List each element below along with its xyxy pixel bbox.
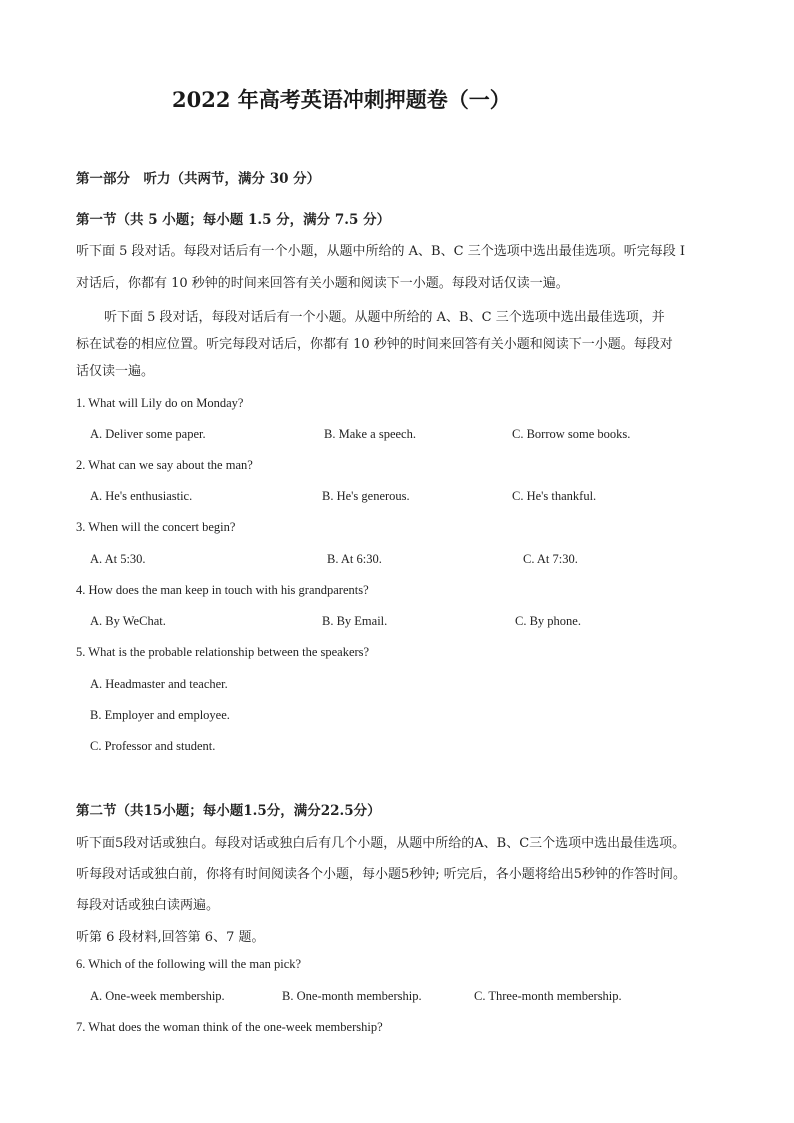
section1-instruction-line: 听下面 5 段对话。每段对话后有一个小题，从题中所给的 A、B、C 三个选项中选出最佳选项。听完每段 I: [76, 244, 685, 259]
section1-paragraph-line: 话仅读一遍。: [76, 364, 155, 379]
option-c: C. Professor and student.: [90, 739, 216, 753]
section1-paragraph-line: 标在试卷的相应位置。听完每段对话后，你都有 10 秒钟的时间来回答有关小题和阅读下一小题。每段对: [76, 337, 673, 352]
option-c: C. At 7:30.: [523, 552, 578, 566]
section2-instruction-line: 每段对话或独白读两遍。: [76, 898, 220, 913]
option-a: A. Headmaster and teacher.: [90, 677, 228, 691]
question-stem: 5. What is the probable relationship between the speakers?: [76, 645, 370, 659]
option-b: B. Make a speech.: [324, 427, 416, 441]
question-stem: 3. When will the concert begin?: [76, 520, 236, 534]
option-a: A. He's enthusiastic.: [90, 489, 193, 503]
question-stem: 7. What does the woman think of the one-week membership?: [76, 1020, 383, 1034]
question-stem: 2. What can we say about the man?: [76, 458, 253, 472]
material-note: 听第 6 段材料,回答第 6、7 题。: [76, 930, 265, 945]
question-stem: 1. What will Lily do on Monday?: [76, 396, 244, 410]
section1-heading: 第一节（共 5 小题；每小题 1.5 分，满分 7.5 分）: [76, 212, 391, 228]
section2-instruction-line: 听下面5段对话或独白。每段对话或独白后有几个小题，从题中所给的A、B、C三个选项中选出最佳选项。: [76, 836, 686, 851]
option-c: C. Borrow some books.: [512, 427, 631, 441]
section2-heading: 第二节（共15小题；每小题1.5分，满分22.5分）: [76, 803, 381, 819]
question-stem: 4. How does the man keep in touch with his grandparents?: [76, 583, 369, 597]
option-c: C. By phone.: [515, 614, 581, 628]
option-a: A. One-week membership.: [90, 989, 225, 1003]
option-b: B. He's generous.: [322, 489, 410, 503]
part1-heading: 第一部分 听力（共两节，满分 30 分）: [76, 171, 321, 187]
option-b: B. Employer and employee.: [90, 708, 230, 722]
option-a: A. By WeChat.: [90, 614, 166, 628]
option-c: C. Three-month membership.: [474, 989, 622, 1003]
section2-instruction-line: 听每段对话或独白前，你将有时间阅读各个小题，每小题5秒钟; 听完后，各小题将给出5秒钟的作答时间。: [76, 867, 687, 882]
option-b: B. One-month membership.: [282, 989, 422, 1003]
page-title: 2022 年高考英语冲刺押题卷（一）: [172, 87, 511, 112]
option-a: A. At 5:30.: [90, 552, 146, 566]
section1-instruction-line: 对话后，你都有 10 秒钟的时间来回答有关小题和阅读下一小题。每段对话仅读一遍。: [76, 276, 569, 291]
option-b: B. At 6:30.: [327, 552, 382, 566]
question-stem: 6. Which of the following will the man pick?: [76, 957, 302, 971]
option-a: A. Deliver some paper.: [90, 427, 206, 441]
option-c: C. He's thankful.: [512, 489, 597, 503]
option-b: B. By Email.: [322, 614, 388, 628]
section1-paragraph-line: 听下面 5 段对话，每段对话后有一个小题。从题中所给的 A、B、C 三个选项中选出最佳选项，并: [104, 310, 665, 325]
